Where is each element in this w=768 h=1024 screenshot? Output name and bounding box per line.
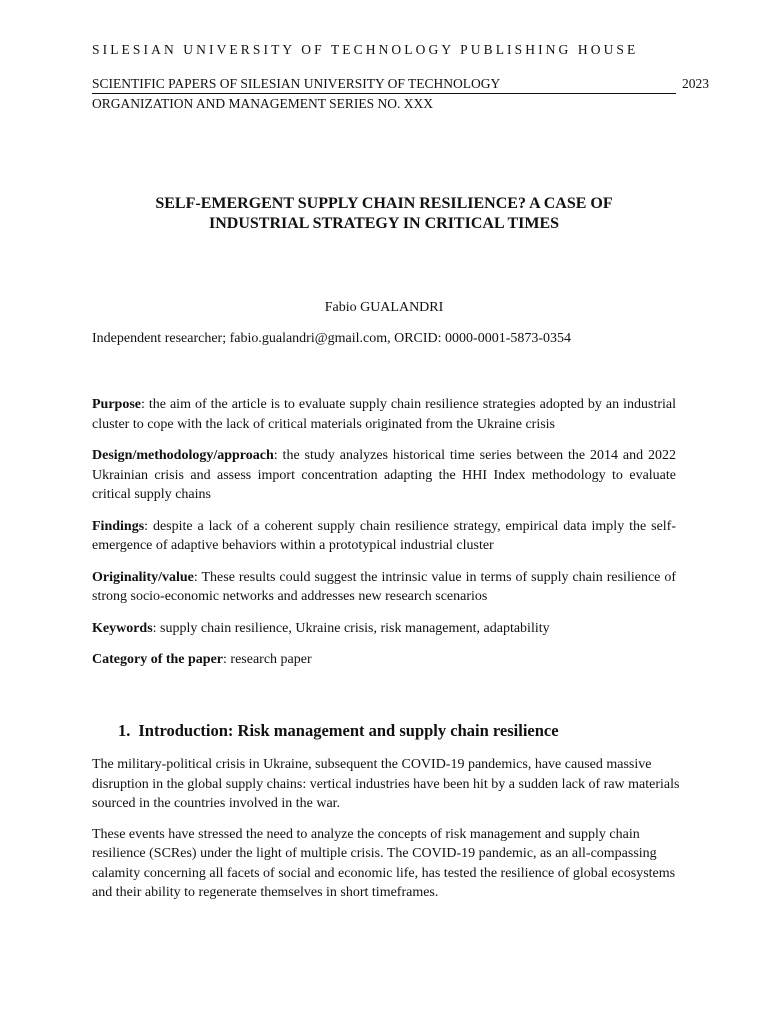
introduction-body [92,755,682,914]
abstract-keywords-label: Keywords [92,620,153,636]
abstract-originality-label: Originality/value [92,569,194,585]
paper-title-line-2: INDUSTRIAL STRATEGY IN CRITICAL TIMES [208,215,560,232]
abstract-category-text: : research paper [223,652,312,667]
paper-title-line-1: SELF-EMERGENT SUPPLY CHAIN RESILIENCE? A CASE OF [155,195,613,212]
abstract-findings-text: : despite a lack of a coherent supply chain resilience strategy, empirical data imply the self-emergence of adaptive behaviors within a prototypical industrial cluster [92,518,676,553]
abstract-design [92,446,676,505]
section-number: 1. [118,721,131,740]
journal-title: SCIENTIFIC PAPERS OF SILESIAN UNIVERSITY OF TECHNOLOGY [92,76,676,94]
abstract-keywords [92,619,676,639]
abstract-findings [92,517,676,556]
section-title: Introduction: Risk management and supply chain resilience [138,721,559,740]
abstract-purpose-text: : the aim of the article is to evaluate supply chain resilience strategies adopted by an industrial cluster to cope with the lack of critical materials originated from the Ukraine crisis [92,397,676,432]
abstract-keywords-text: : supply chain resilience, Ukraine crisis, risk management, adaptability [152,620,550,636]
abstract-purpose-label: Purpose [92,397,141,412]
introduction-paragraph-2: These events have stressed the need to analyze the concepts of risk management and supply chain resilience (SCRes) under the light of multiple crisis. The COVID-19 pandemic, as an all-compassing calamity concerning all facets of social and economic life, has tested the resilience of global ecosystems and their ability to regenerate themselves in short timeframes. [92,826,676,900]
abstract-findings-label: Findings [92,518,145,534]
author-name: Fabio GUALANDRI [324,300,444,315]
abstract-category [92,650,676,670]
abstract-design-text: : the study analyzes historical time series between the 2014 and 2022 Ukrainian crisis and assess import concentration adapting the HHI Index methodology to evaluate critical supply chains [92,448,676,502]
publication-year: 2023 [682,76,709,91]
abstract [92,395,676,682]
abstract-originality [92,568,676,607]
section-heading-introduction [118,721,559,741]
publisher-header: SILESIAN UNIVERSITY OF TECHNOLOGY PUBLISHING HOUSE [92,42,639,57]
author-affiliation: Independent researcher; fabio.gualandri@gmail.com, ORCID: 0000-0001-5873-0354 [92,331,572,346]
introduction-paragraph-1: The military-political crisis in Ukraine, subsequent the COVID-19 pandemics, have caused massive disruption in the global supply chains: vertical industries have been hit by a sudden lack of raw materials sourced in the countries involved in the war. [92,757,680,811]
abstract-originality-text: : These results could suggest the intrinsic value in terms of supply chain resilience of strong socio-economic networks and addresses new research scenarios [92,569,676,604]
abstract-design-label: Design/methodology/approach [92,448,274,463]
paper-title [92,194,676,234]
abstract-category-label: Category of the paper [92,652,224,667]
series-number: ORGANIZATION AND MANAGEMENT SERIES NO. XXX [92,96,433,111]
abstract-purpose [92,395,676,434]
